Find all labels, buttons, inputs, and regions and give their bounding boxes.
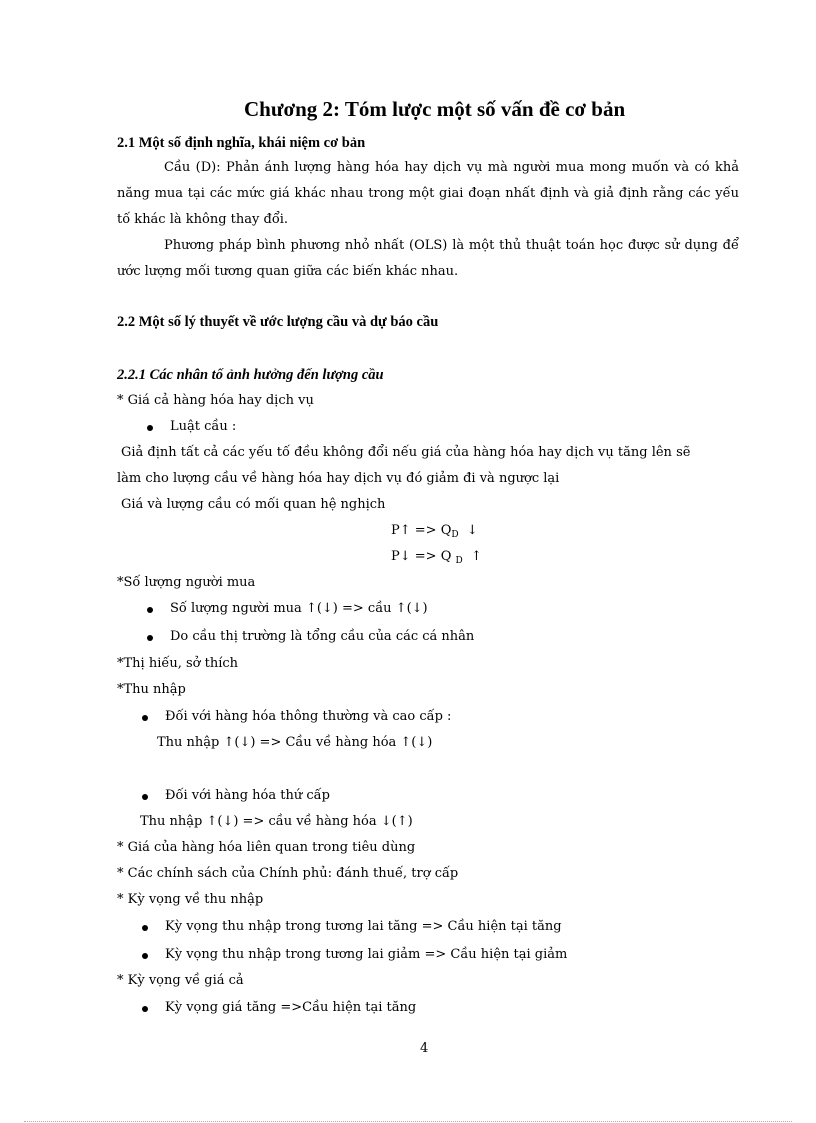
arrow-down-icon: ↓ <box>399 549 411 564</box>
law-text-line-1: Giả định tất cả các yếu tố đều không đổi nếu giá của hàng hóa hay dịch vụ tăng lên sẽ <box>121 445 691 460</box>
arrow-down-icon: ↓ <box>466 523 478 538</box>
law-text-line-2: làm cho lượng cầu về hàng hóa hay dịch vụ đó giảm đi và ngược lại <box>117 471 560 486</box>
income-normal-goods-detail: Thu nhập ↑(↓) => Cầu về hàng hóa ↑(↓) <box>157 735 433 750</box>
formula-price-up: P↑ => $Q_D$ ↓ <box>391 523 478 540</box>
factor-taste: *Thị hiếu, sở thích <box>117 656 239 671</box>
income-bullet-inferior-goods: Đối với hàng hóa thứ cấp <box>165 788 330 803</box>
definition-ols: Phương pháp bình phương nhỏ nhất (OLS) là một thủ thuật toán học được sử dụng để ước lượng mối tương quan giữa các biến khác nhau. <box>117 238 739 279</box>
arrow-up-icon: ↑ <box>470 549 482 564</box>
bullet-icon <box>142 1006 148 1012</box>
law-of-demand-label: Luật cầu : <box>170 419 237 434</box>
buyers-bullet-1: Số lượng người mua ↑(↓) => cầu ↑(↓) <box>170 601 428 616</box>
factor-income: *Thu nhập <box>117 682 186 697</box>
inverse-relation: Giá và lượng cầu có mối quan hệ nghịch <box>121 497 386 512</box>
section-heading-2-2: 2.2 Một số lý thuyết về ước lượng cầu và dự báo cầu <box>117 314 439 330</box>
arrow-up-icon: ↑ <box>399 523 411 538</box>
factor-government-policy: * Các chính sách của Chính phủ: đánh thuế, trợ cấp <box>117 866 459 881</box>
buyers-bullet-2: Do cầu thị trường là tổng cầu của các cá nhân <box>170 629 475 644</box>
bullet-icon <box>147 635 153 641</box>
price-expectation-bullet-1: Kỳ vọng giá tăng =>Cầu hiện tại tăng <box>165 1000 417 1015</box>
bullet-icon <box>147 607 153 613</box>
income-expectation-bullet-2: Kỳ vọng thu nhập trong tương lai giảm => Cầu hiện tại giảm <box>165 947 568 962</box>
income-bullet-normal-goods: Đối với hàng hóa thông thường và cao cấp : <box>165 709 452 724</box>
income-inferior-goods-detail: Thu nhập ↑(↓) => cầu về hàng hóa ↓(↑) <box>140 814 413 829</box>
factor-price-expectation: * Kỳ vọng về giá cả <box>117 973 244 988</box>
section-heading-2-1: 2.1 Một số định nghĩa, khái niệm cơ bản <box>117 135 366 151</box>
factor-buyers: *Số lượng người mua <box>117 575 256 590</box>
income-expectation-bullet-1: Kỳ vọng thu nhập trong tương lai tăng => Cầu hiện tại tăng <box>165 919 562 934</box>
bullet-icon <box>142 953 148 959</box>
bullet-icon <box>147 425 153 431</box>
page-bottom-border <box>24 1121 792 1122</box>
chapter-title: Chương 2: Tóm lược một số vấn đề cơ bản <box>244 97 626 121</box>
subsection-heading-2-2-1: 2.2.1 Các nhân tố ảnh hưởng đến lượng cầu <box>117 367 384 383</box>
bullet-icon <box>142 794 148 800</box>
factor-income-expectation: * Kỳ vọng về thu nhập <box>117 892 264 907</box>
definition-demand: Cầu (D): Phản ánh lượng hàng hóa hay dịch vụ mà người mua mong muốn và có khả năng mua tại các mức giá khác nhau trong một giai đoạn nhất định và giả định rằng các yếu tố khác là không thay đổi. <box>117 160 739 227</box>
page-number: 4 <box>420 1041 429 1056</box>
bullet-icon <box>142 715 148 721</box>
factor-price: * Giá cả hàng hóa hay dịch vụ <box>117 393 314 408</box>
factor-related-goods: * Giá của hàng hóa liên quan trong tiêu dùng <box>117 840 416 855</box>
formula-price-down: P↓ => Q $_D$ ↑ <box>391 549 482 566</box>
bullet-icon <box>142 925 148 931</box>
